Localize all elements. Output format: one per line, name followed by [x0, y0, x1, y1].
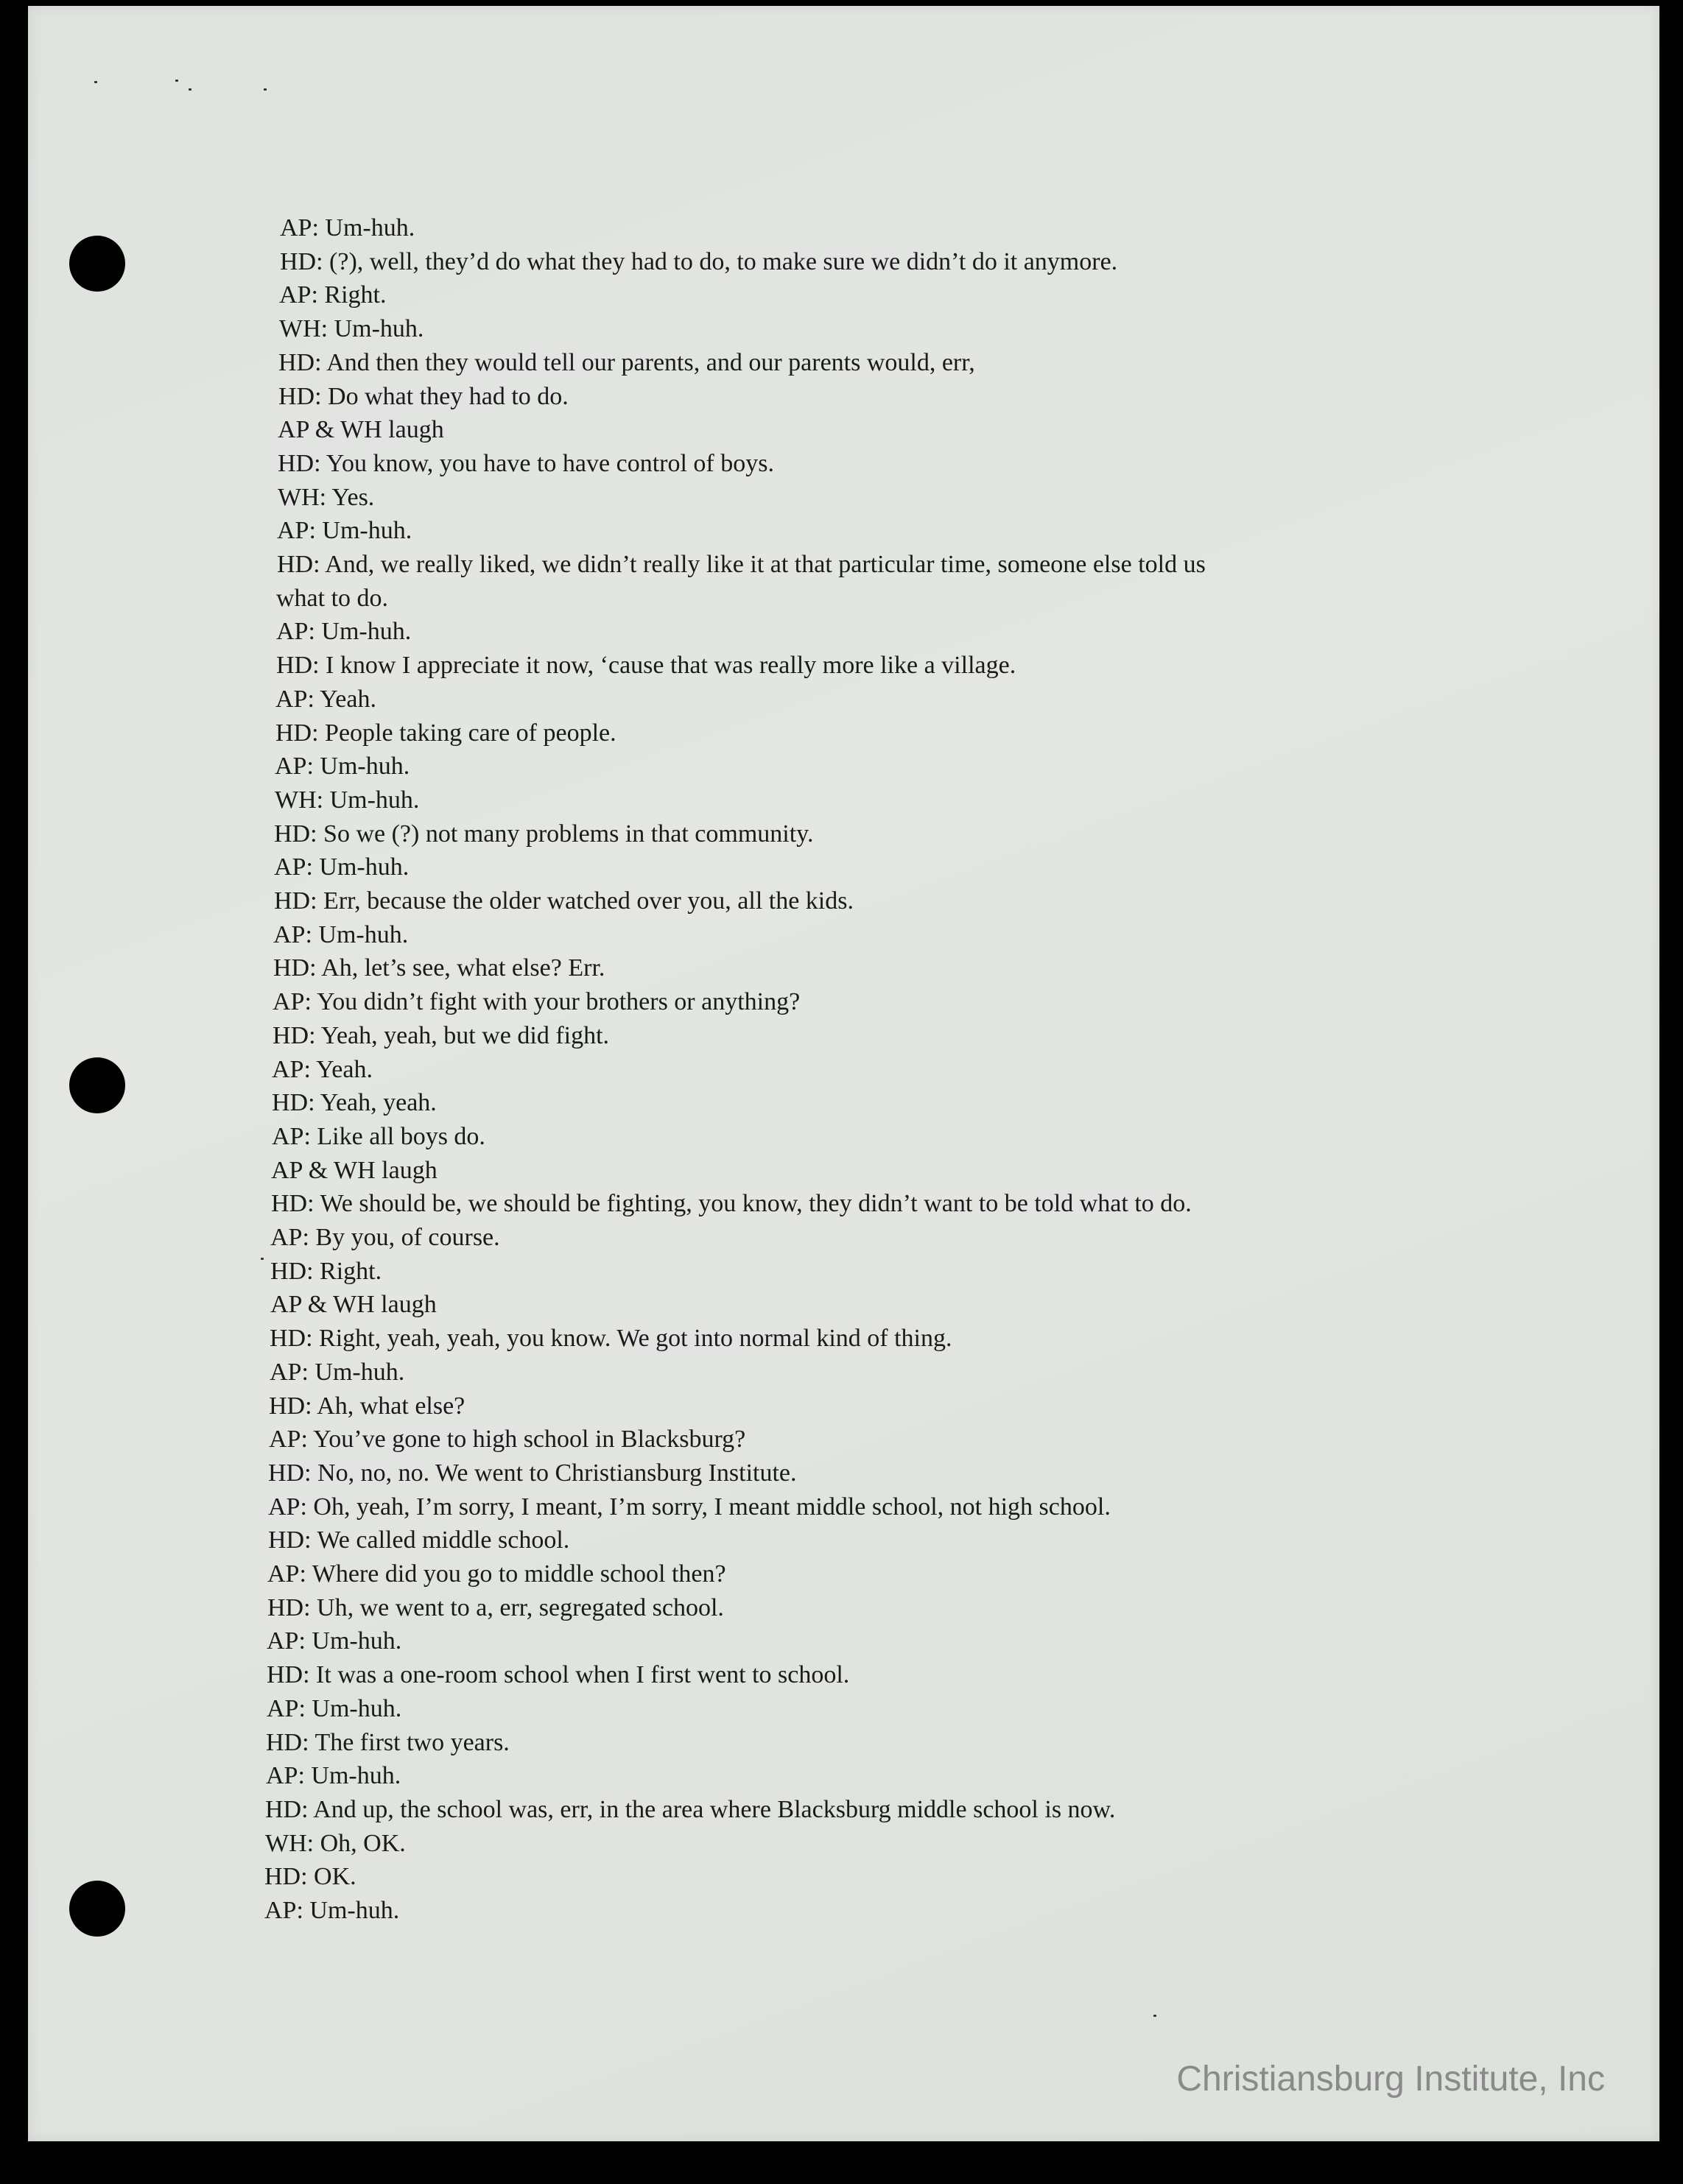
transcript-line: AP: Um-huh. [275, 753, 410, 780]
transcript-line: HD: Right, yeah, yeah, you know. We got into normal kind of thing. [270, 1325, 952, 1352]
transcript-line: AP: Um-huh. [274, 853, 410, 881]
transcript-line: AP: You didn’t fight with your brothers or anything? [273, 988, 801, 1015]
transcript-line: HD: Right. [270, 1258, 382, 1285]
transcript-line: AP: Um-huh. [266, 1762, 401, 1789]
transcript-line: AP: Yeah. [275, 686, 376, 713]
transcript-line: AP: Oh, yeah, I’m sorry, I meant, I’m sorry, I meant middle school, not high school. [268, 1493, 1111, 1521]
transcript-line: HD: Uh, we went to a, err, segregated school. [267, 1594, 724, 1621]
transcript-line: AP & WH laugh [270, 1291, 437, 1318]
transcript-line: HD: (?), well, they’d do what they had to do, to make sure we didn’t do it anymore. [280, 248, 1118, 275]
transcript-line: HD: People taking care of people. [275, 719, 616, 747]
transcript-line: HD: Ah, let’s see, what else? Err. [273, 954, 605, 982]
transcript-line: what to do. [276, 585, 389, 612]
transcript-line: HD: And then they would tell our parents, and our parents would, err, [278, 349, 975, 376]
transcript-line: HD: So we (?) not many problems in that community. [274, 820, 814, 848]
transcript-line: WH: Um-huh. [275, 786, 420, 814]
transcript-line: HD: No, no, no. We went to Christiansburg Institute. [268, 1459, 797, 1487]
transcript-line: AP: Um-huh. [267, 1627, 402, 1655]
transcript-line: AP: Yeah. [272, 1056, 373, 1083]
transcript-line: HD: It was a one-room school when I first went to school. [267, 1661, 850, 1688]
transcript-line: HD: I know I appreciate it now, ‘cause that was really more like a village. [276, 652, 1016, 679]
transcript-line: HD: We should be, we should be fighting, you know, they didn’t want to be told what to do. [271, 1190, 1192, 1217]
transcript-line: AP: Where did you go to middle school then? [267, 1560, 726, 1588]
transcript-line: HD: OK. [264, 1863, 356, 1890]
watermark-text: Christiansburg Institute, Inc [1176, 2060, 1605, 2099]
transcript-line: HD: You know, you have to have control of boys. [278, 450, 774, 477]
transcript-line: HD: And up, the school was, err, in the area where Blacksburg middle school is now. [265, 1796, 1116, 1823]
transcript-line: HD: Err, because the older watched over you, all the kids. [274, 887, 854, 915]
paper-sheet [28, 6, 1659, 2141]
transcript-line: AP: Um-huh. [276, 618, 412, 645]
transcript-line: HD: Yeah, yeah, but we did fight. [273, 1022, 610, 1049]
transcript-line: AP: Um-huh. [270, 1359, 405, 1386]
transcript-line: HD: And, we really liked, we didn’t really like it at that particular time, someone else told us [277, 551, 1206, 578]
transcript-line: AP: Right. [279, 281, 387, 309]
transcript-line: HD: Do what they had to do. [278, 383, 569, 410]
transcript-line: AP: You’ve gone to high school in Blacksburg? [269, 1426, 746, 1453]
transcript-line: AP & WH laugh [271, 1157, 438, 1184]
transcript-line: AP: Um-huh. [280, 214, 415, 242]
transcript-lines [28, 6, 1659, 2141]
transcript-line: AP: Um-huh. [273, 921, 409, 948]
transcript-line: HD: Yeah, yeah. [272, 1089, 437, 1116]
transcript-line: AP: By you, of course. [270, 1224, 500, 1251]
transcript-line: AP: Um-huh. [267, 1695, 402, 1722]
transcript-line: HD: The first two years. [266, 1729, 510, 1756]
transcript-line: AP: Um-huh. [264, 1897, 400, 1924]
transcript-line: AP: Like all boys do. [272, 1123, 485, 1150]
transcript-line: WH: Um-huh. [279, 315, 424, 342]
transcript-line: WH: Oh, OK. [265, 1830, 406, 1857]
transcript-line: WH: Yes. [278, 484, 375, 511]
transcript-line: HD: We called middle school. [268, 1526, 570, 1554]
transcript-line: HD: Ah, what else? [269, 1392, 465, 1420]
transcript-line: AP & WH laugh [278, 416, 444, 443]
transcript-line: AP: Um-huh. [277, 517, 412, 544]
